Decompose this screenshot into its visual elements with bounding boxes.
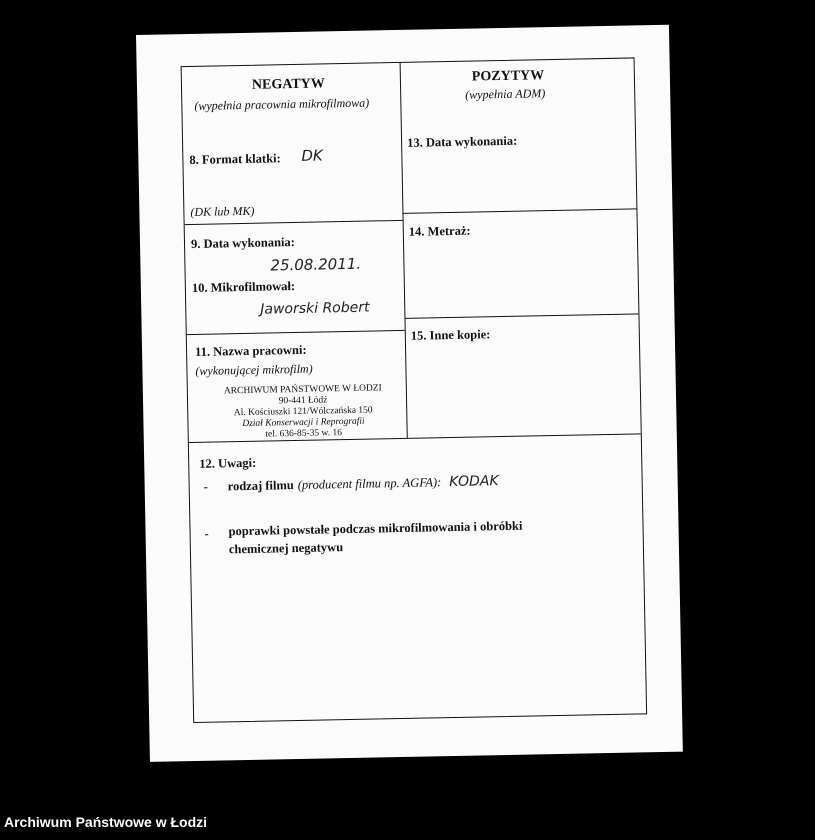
mikrofilmowal-value: Jaworski Robert [260, 299, 370, 318]
stamp-line-2: 90-441 Łódź [278, 395, 328, 407]
inne-kopie-label: 15. Inne kopie: [410, 327, 491, 343]
pozytyw-header: POZYTYW [471, 68, 545, 85]
uwagi-item-1 [228, 472, 499, 495]
microfilm-form [181, 57, 648, 723]
document-sheet [136, 25, 683, 762]
row-divider-left-1 [185, 220, 403, 225]
stamp-line-5: tel. 636-85-35 w. 16 [265, 428, 343, 440]
bullet-2: - [204, 526, 209, 541]
column-divider [400, 63, 408, 438]
row-divider-right-1 [402, 208, 636, 213]
negatyw-header: NEGATYW [251, 76, 325, 93]
pozytyw-data-label: 13. Data wykonania: [406, 133, 518, 150]
negatyw-subheader: (wypełnia pracownia mikrofilmowa) [194, 95, 370, 113]
stamp-line-1: ARCHIWUM PAŃSTWOWE W ŁODZI [223, 383, 382, 397]
uwagi-item-2-line-2: chemicznej negatywu [228, 540, 344, 557]
uwagi-item-2-line-1: poprawki powstałe podczas mikrofilmowania i obróbki [228, 518, 523, 539]
film-producer-value: KODAK [449, 473, 499, 491]
format-value: DK [301, 146, 323, 165]
pozytyw-subheader: (wypełnia ADM) [465, 86, 546, 102]
film-type-label: rodzaj filmu [227, 478, 294, 494]
pracownia-hint: (wykonującej mikrofilm) [195, 361, 313, 378]
pracownia-label: 11. Nazwa pracowni: [194, 342, 307, 359]
format-label: 8. Format klatki: [189, 151, 281, 167]
film-producer-hint: (producent filmu np. AGFA): [297, 475, 442, 492]
stamp-line-4: Dział Konserwacji i Reprografii [242, 416, 365, 430]
row-divider-right-2 [404, 313, 638, 318]
negatyw-data-label: 9. Data wykonania: [190, 234, 295, 251]
negatyw-data-value: 25.08.2011. [270, 254, 362, 275]
stamp-line-3: Al. Kościuszki 121/Wólczańska 150 [233, 405, 373, 419]
format-hint: (DK lub MK) [190, 203, 255, 219]
metraz-label: 14. Metraż: [408, 223, 471, 239]
archive-footer: Archiwum Państwowe w Łodzi [4, 814, 208, 830]
row-divider-left-2 [187, 330, 405, 335]
uwagi-label: 12. Uwagi: [199, 455, 257, 471]
bullet-1: - [203, 479, 208, 494]
mikrofilmowal-label: 10. Mikrofilmował: [191, 278, 296, 295]
